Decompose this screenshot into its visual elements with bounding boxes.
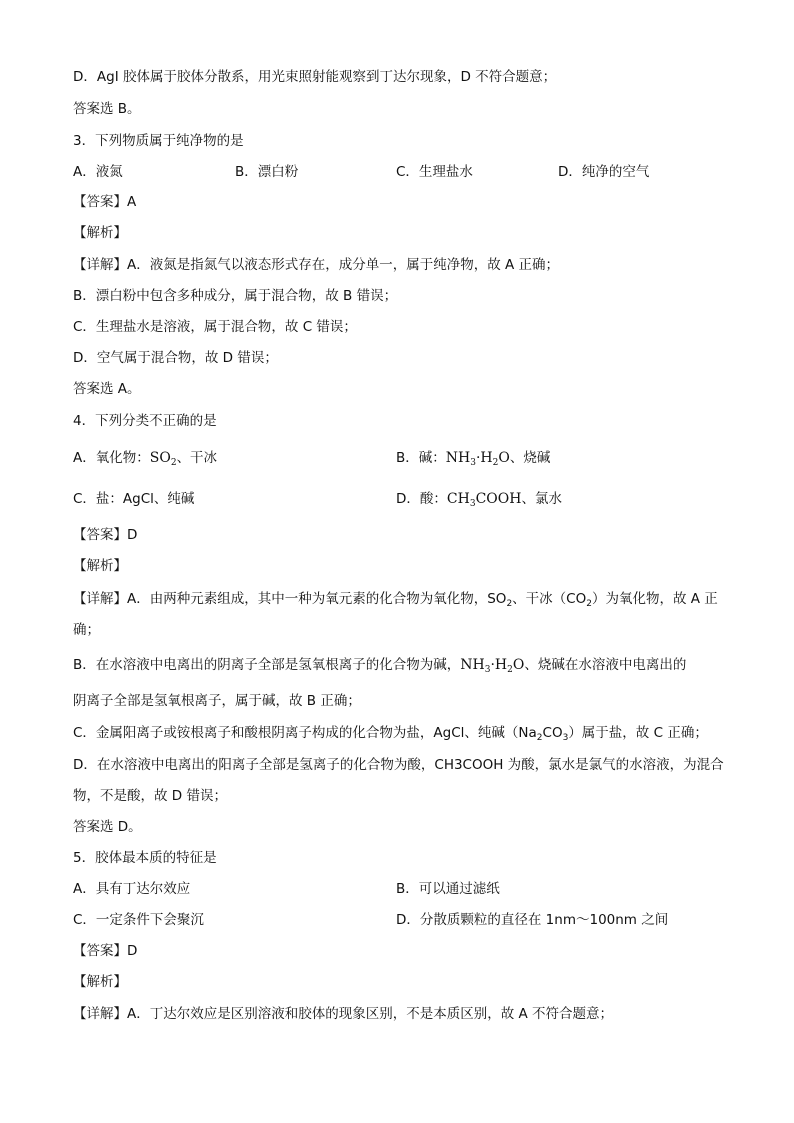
formula-nh3-h2o: $NH_3\cdot H_2O$ xyxy=(445,450,510,468)
q4-detail-1: 【详解】A．由两种元素组成，其中一种为氧元素的化合物为氧化物，$SO_2$、干冰$(CO_2)$为氧化物，故 A 正 xyxy=(73,591,718,609)
q5-answer xyxy=(73,941,137,961)
detail-text: B．在水溶液中电离出的阴离子全部是氢氧根离子的化合物为碱， xyxy=(73,657,461,673)
detail-text: ）为氧化物，故 A 正 xyxy=(591,591,718,607)
q4-detail-2-cont: 阴离子全部是氢氧根离子，属于碱，故 B 正确； xyxy=(73,693,361,709)
answer-value: A xyxy=(127,194,137,210)
answer-line: 答案选 B。 xyxy=(73,101,141,117)
detail-text: A．液氮是指氮气以液态形式存在，成分单一，属于纯净物，故 A 正确； xyxy=(127,257,560,273)
q5-analysis-tag: 【解析】 xyxy=(73,974,127,990)
q5-option-a: A．具有丁达尔效应 xyxy=(73,881,191,897)
q3-answer xyxy=(73,192,136,212)
q4-detail-2 xyxy=(73,655,686,675)
question-4-stem: 4．下列分类不正确的是 xyxy=(73,413,217,429)
q3-option-c: C．生理盐水 xyxy=(396,164,473,180)
q3-detail-3: C．生理盐水是溶液，属于混合物，故 C 错误； xyxy=(73,319,357,335)
q4-option-b xyxy=(396,448,550,468)
detail-text: A．丁达尔效应是区别溶液和胶体的现象区别，不是本质区别，故 A 不符合题意； xyxy=(127,1006,614,1022)
q4-detail-3: C．金属阳离子或铵根离子和酸根阴离子构成的化合物为盐，AgCl、纯碱$(Na_2CO_3)$属于盐，故 C 正确； xyxy=(73,725,708,743)
q4-analysis-tag: 【解析】 xyxy=(73,558,127,574)
answer-tag: 【答案】 xyxy=(73,527,127,543)
detail-text: 、烧碱在水溶液中电离出的 xyxy=(524,657,687,673)
option-tail: 、氯水 xyxy=(521,491,562,507)
option-label: B．碱： xyxy=(396,450,446,466)
detail-tag: 【详解】 xyxy=(73,1006,127,1022)
detail-tag: 【详解】 xyxy=(73,591,127,607)
detail-text: 、干冰（CO xyxy=(512,591,587,607)
q4-detail-4-cont: 物，不是酸，故 D 错误； xyxy=(73,788,227,804)
q3-option-d: D．纯净的空气 xyxy=(558,164,650,180)
text-line: D．AgI 胶体属于胶体分散系，用光束照射能观察到丁达尔现象，D 不符合题意； xyxy=(73,69,557,85)
formula-so2: $SO_2$ xyxy=(149,450,177,468)
formula-ch3cooh: $CH_3COOH$ xyxy=(446,491,522,509)
q3-detail-4: D．空气属于混合物，故 D 错误； xyxy=(73,350,278,366)
q4-conclusion: 答案选 D。 xyxy=(73,819,142,835)
option-tail: 、干冰 xyxy=(176,450,218,466)
q5-detail-1 xyxy=(73,1004,613,1024)
q5-option-c: C．一定条件下会聚沉 xyxy=(73,912,204,928)
q3-conclusion: 答案选 A。 xyxy=(73,381,141,397)
detail-text: C．金属阳离子或铵根离子和酸根阴离子构成的化合物为盐，AgCl、纯碱（Na xyxy=(73,725,537,741)
detail-text: ）属于盐，故 C 正确； xyxy=(568,725,708,741)
q3-detail-2: B．漂白粉中包含多种成分，属于混合物，故 B 错误； xyxy=(73,288,398,304)
q3-option-a: A．液氮 xyxy=(73,164,123,180)
q5-option-b: B．可以通过滤纸 xyxy=(396,881,500,897)
detail-tag: 【详解】 xyxy=(73,257,127,273)
answer-tag: 【答案】 xyxy=(73,943,127,959)
question-3-stem: 3．下列物质属于纯净物的是 xyxy=(73,133,244,149)
question-5-stem: 5．胶体最本质的特征是 xyxy=(73,850,217,866)
q5-option-d: D．分散质颗粒的直径在 1nm～100nm 之间 xyxy=(396,912,669,928)
q3-detail-1 xyxy=(73,255,559,275)
q4-detail-1-cont: 确； xyxy=(73,622,100,638)
q4-answer xyxy=(73,525,137,545)
q3-option-b: B．漂白粉 xyxy=(235,164,299,180)
answer-value: D xyxy=(127,943,138,959)
q4-option-d xyxy=(396,489,562,509)
answer-value: D xyxy=(127,527,138,543)
answer-tag: 【答案】 xyxy=(73,194,127,210)
q4-option-c: C．盐：AgCl、纯碱 xyxy=(73,491,195,507)
q4-detail-4: D．在水溶液中电离出的阳离子全部是氢离子的化合物为酸，CH3COOH 为酸，氯水是氯气的水溶液，为混合 xyxy=(73,757,724,773)
detail-text: A．由两种元素组成，其中一种为氧元素的化合物为氧化物，SO xyxy=(127,591,507,607)
q4-option-a xyxy=(73,448,217,468)
q3-analysis-tag: 【解析】 xyxy=(73,225,127,241)
option-label: A．氧化物： xyxy=(73,450,150,466)
formula-nh3-h2o: $NH_3\cdot H_2O$ xyxy=(460,657,525,675)
option-label: D．酸： xyxy=(396,491,447,507)
option-tail: 、烧碱 xyxy=(509,450,551,466)
